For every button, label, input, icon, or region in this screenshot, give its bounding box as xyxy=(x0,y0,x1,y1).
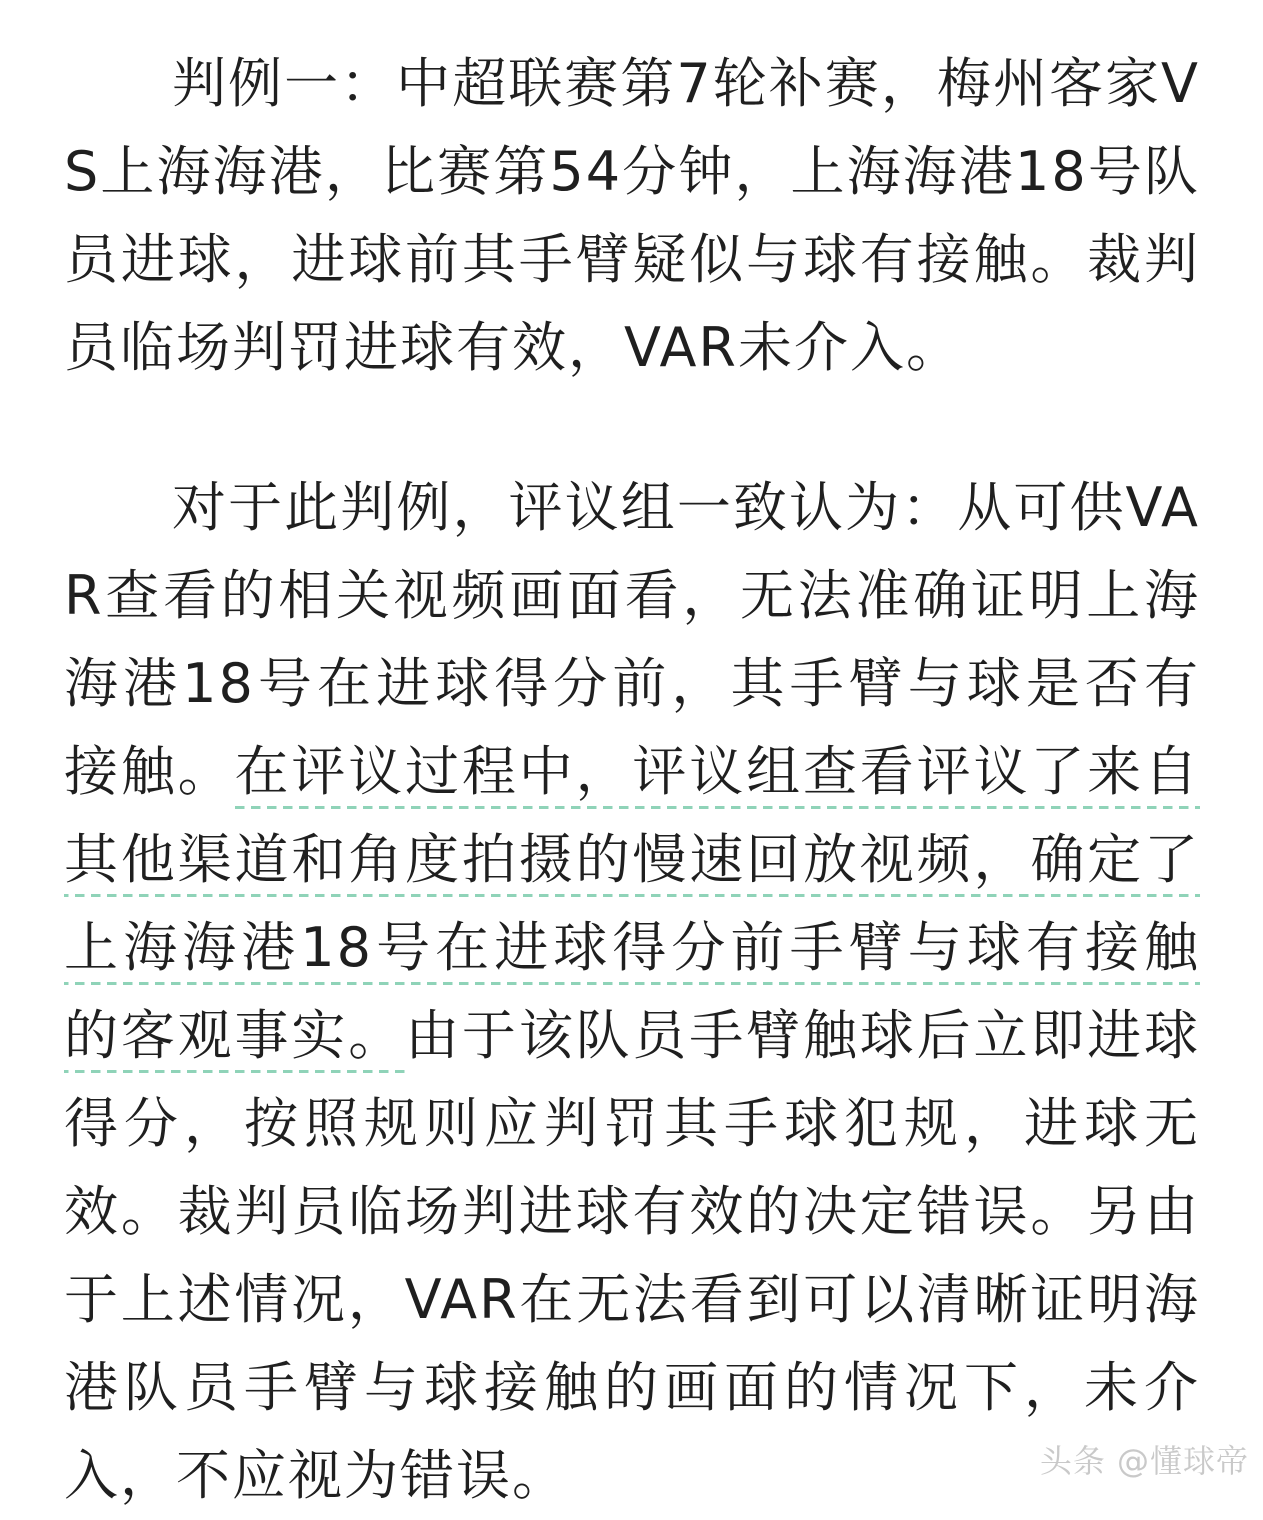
watermark: 头条 @懂球帝 xyxy=(1039,1442,1249,1480)
article-body xyxy=(64,40,1200,1520)
highlighted-sentence: 在评议过程中，评议组查看评议了来自其他渠道和角度拍摄的慢速回放视频，确定了上海海港18号在进球得分前手臂与球有接触的客观事实。 xyxy=(64,740,1200,1073)
paragraph-case-one: 判例一：中超联赛第7轮补赛，梅州客家VS上海海港，比赛第54分钟，上海海港18号队员进球，进球前其手臂疑似与球有接触。裁判员临场判罚进球有效，VAR未介入。 xyxy=(64,52,1200,379)
review-opinion-tail: 由于该队员手臂触球后立即进球得分，按照规则应判罚其手球犯规，进球无效。裁判员临场判进球有效的决定错误。另由于上述情况，VAR在无法看到可以清晰证明海港队员手臂与球接触的画面的情况下，未介入，不应视为错误。 xyxy=(64,1004,1201,1507)
paragraph-review-opinion xyxy=(64,464,1200,1520)
review-opinion-lead: 对于此判例，评议组一致认为：从可供VAR查看的相关视频画面看，无法准确证明上海海港18号在进球得分前，其手臂与球是否有接触。 xyxy=(64,476,1200,803)
